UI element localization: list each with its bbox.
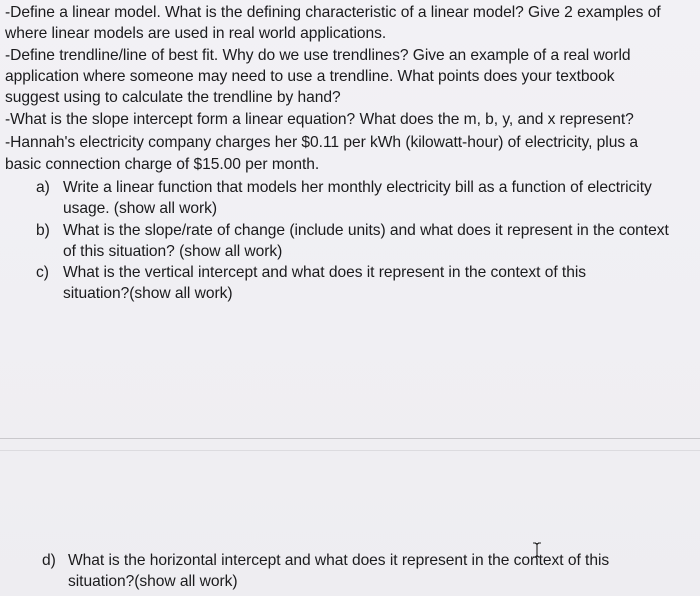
question-electricity-line-2: basic connection charge of $15.00 per month. [5,156,320,173]
subpart-c-label: c) [36,264,49,281]
subpart-a-line-1: Write a linear function that models her monthly electricity bill as a function of electricity [63,179,652,196]
subpart-d-line-1: What is the horizontal intercept and what does it represent in the context of this [68,552,610,569]
subpart-b-label: b) [36,222,50,239]
question-trendline-line-2: application where someone may need to use a trendline. What points does your textbook [5,68,615,85]
question-define-linear-model-line-2: where linear models are used in real world applications. [5,25,387,42]
subpart-a-line-2: usage. (show all work) [63,200,218,217]
subpart-d-line-2: situation?(show all work) [68,573,238,590]
subpart-b-line-1: What is the slope/rate of change (include units) and what does it represent in the context [63,222,669,239]
page-break-divider [0,438,700,439]
text-cursor-icon [532,542,542,558]
page-break-divider-lower [0,450,700,451]
question-slope-intercept-line-1: -What is the slope intercept form a linear equation? What does the m, b, y, and x represent? [5,111,634,128]
question-trendline-line-3: suggest using to calculate the trendline by hand? [5,89,341,106]
subpart-c-line-1: What is the vertical intercept and what does it represent in the context of this [63,264,586,281]
question-electricity-line-1: -Hannah's electricity company charges her $0.11 per kWh (kilowatt-hour) of electricity, plus a [5,134,638,151]
subpart-a-label: a) [36,179,50,196]
subpart-d-label: d) [42,552,56,569]
question-trendline-line-1: -Define trendline/line of best fit. Why do we use trendlines? Give an example of a real world [5,47,631,64]
subpart-b-line-2: of this situation? (show all work) [63,243,283,260]
question-define-linear-model-line-1: -Define a linear model. What is the defining characteristic of a linear model? Give 2 examples of [5,4,661,21]
subpart-c-line-2: situation?(show all work) [63,285,233,302]
